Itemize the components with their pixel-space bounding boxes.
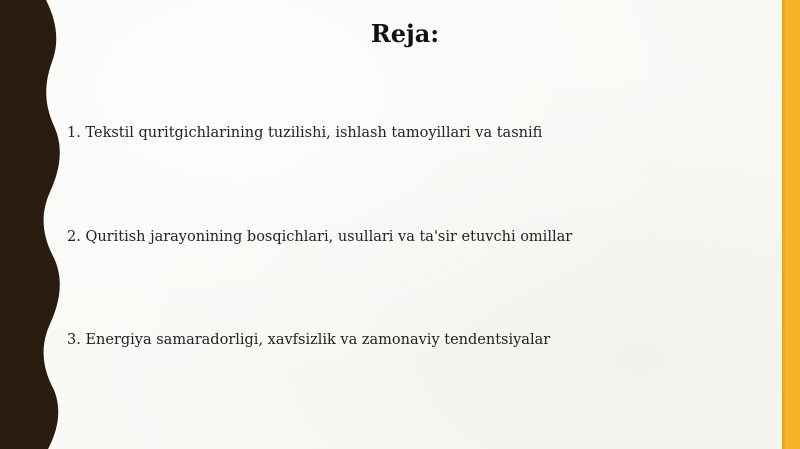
slide-title: Reja: — [370, 19, 440, 48]
accent-bar — [782, 0, 800, 449]
plan-item-3: 3. Energiya samaradorligi, xavfsizlik va zamonaviy tendentsiyalar — [67, 332, 551, 348]
wavy-left-border — [0, 0, 70, 449]
plan-item-1: 1. Tekstil quritgichlarining tuzilishi, ishlash tamoyillari va tasnifi — [67, 125, 543, 141]
plan-item-2: 2. Quritish jarayonining bosqichlari, usullari va ta'sir etuvchi omillar — [67, 229, 573, 245]
